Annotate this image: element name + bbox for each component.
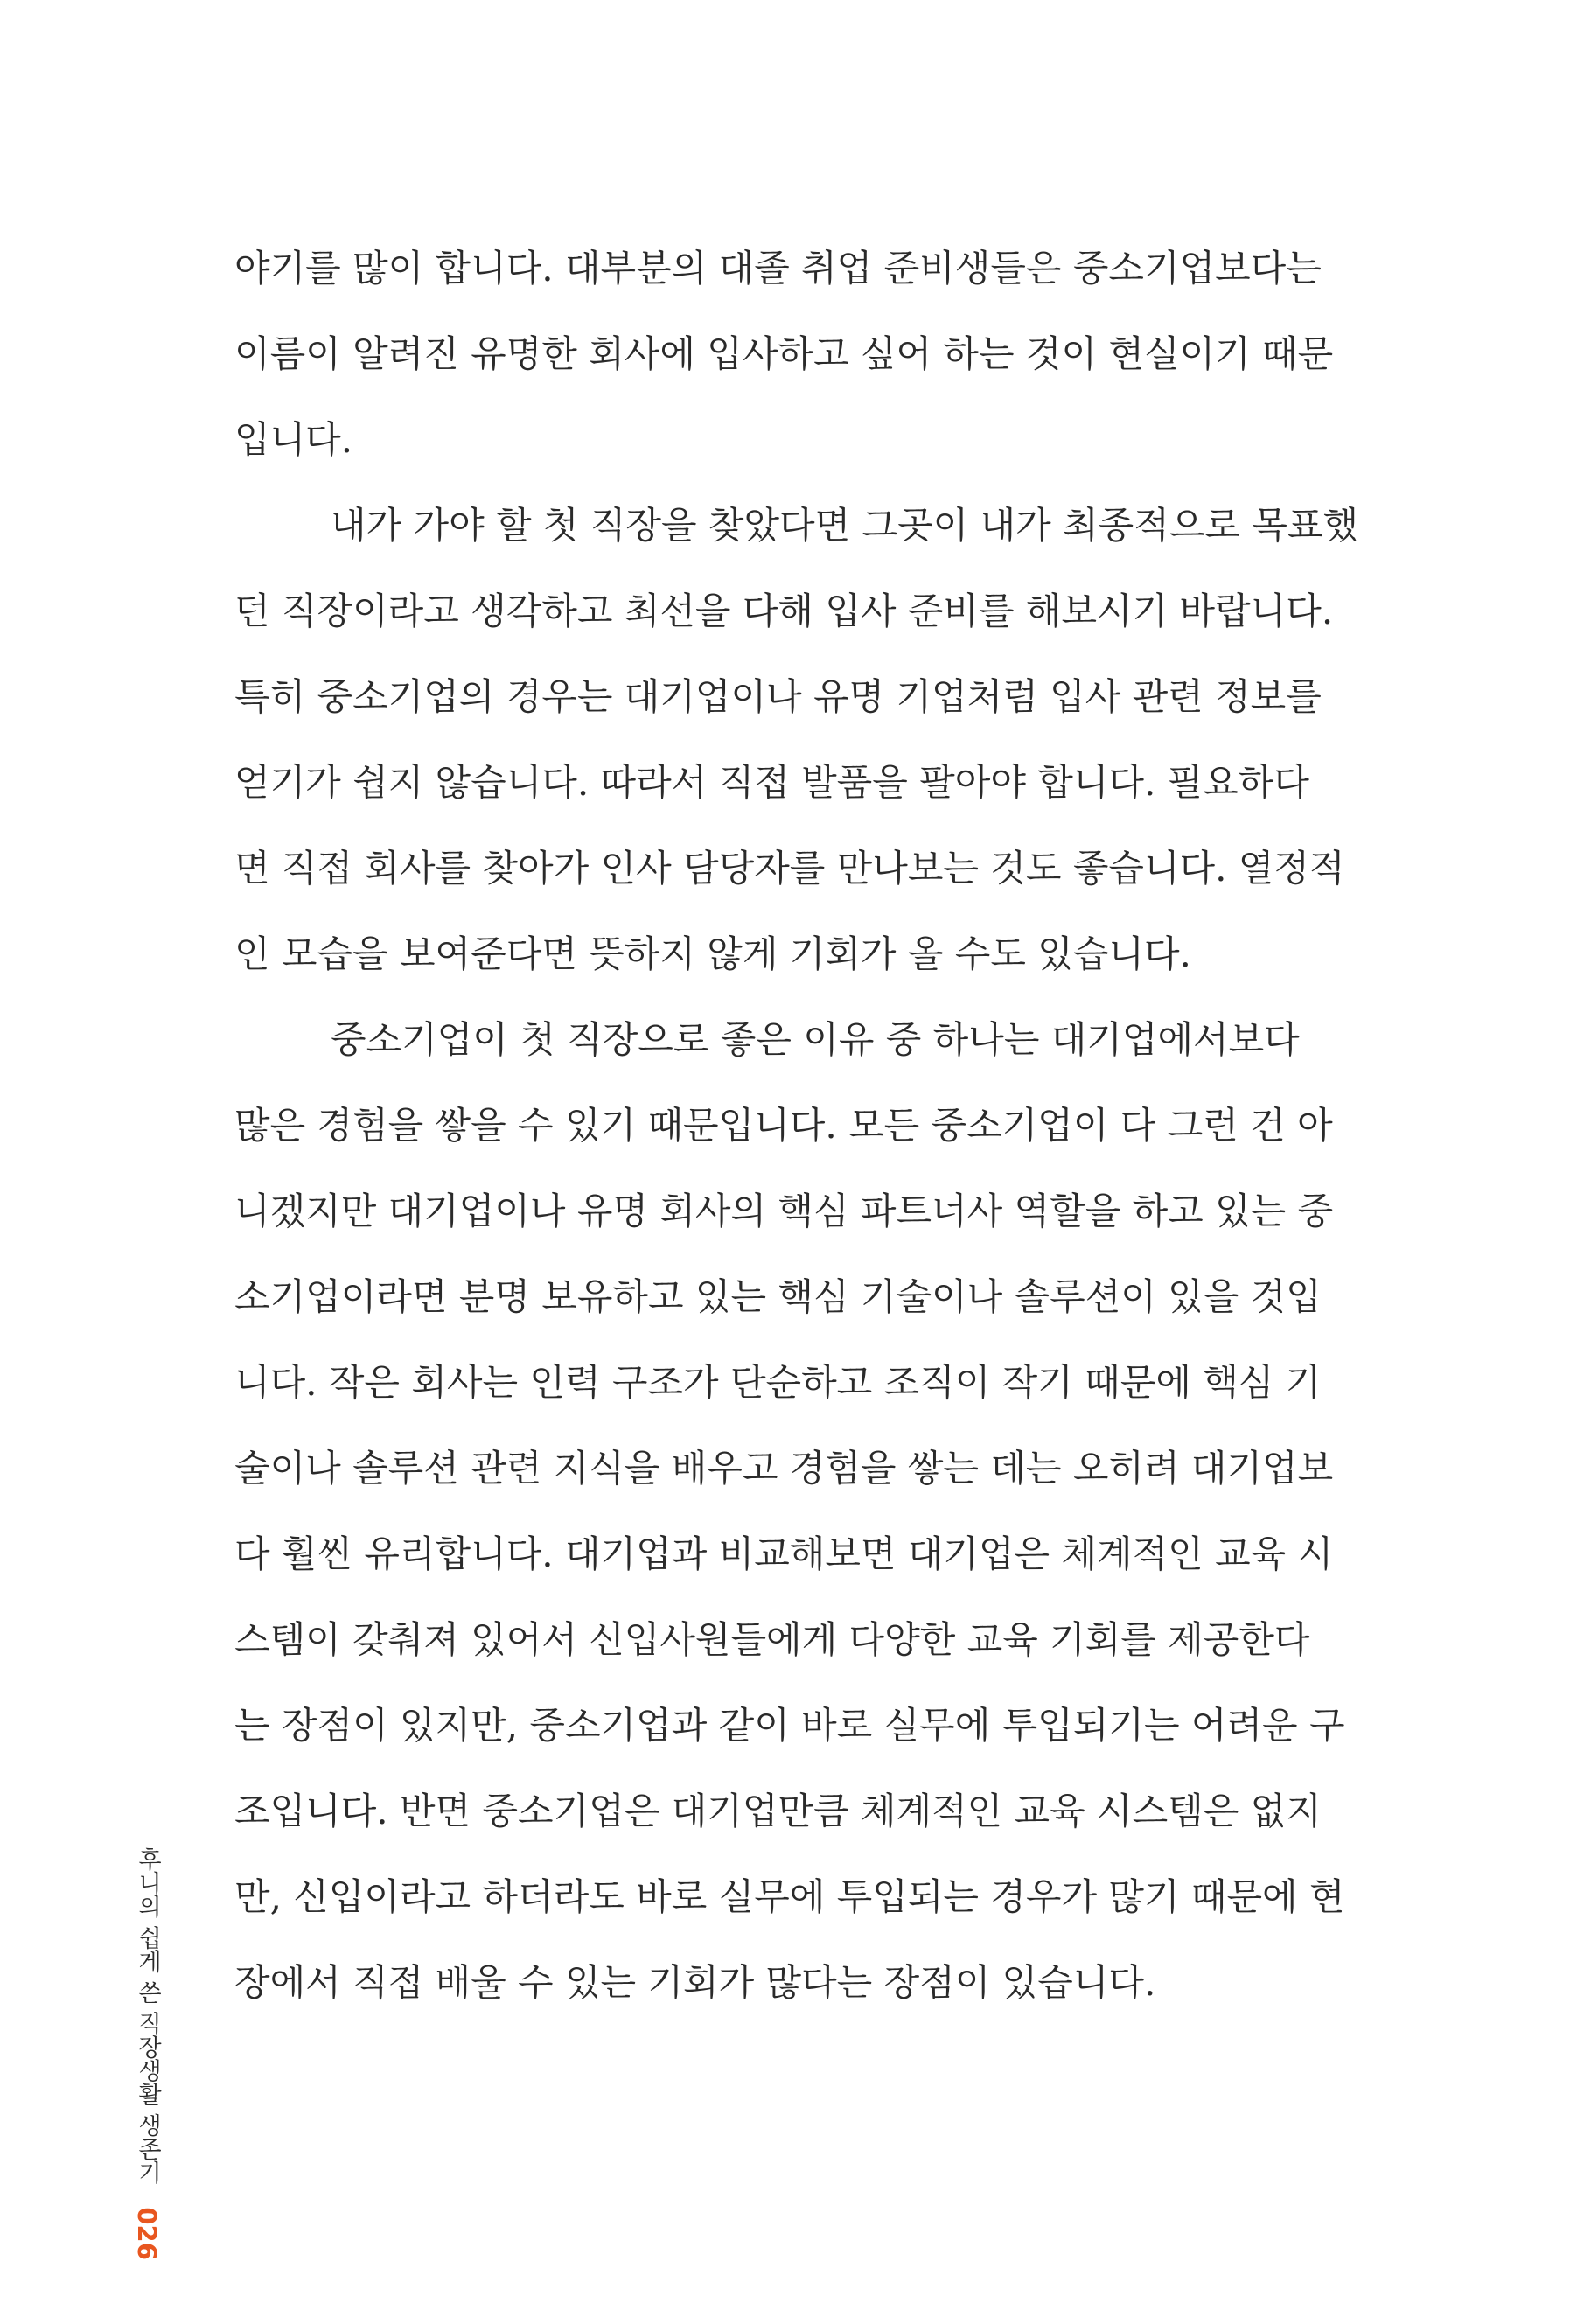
text-line: 이름이 알려진 유명한 회사에 입사하고 싶어 하는 것이 현실이기 때문 [234,332,1334,375]
text-line: 니겠지만 대기업이나 유명 회사의 핵심 파트너사 역할을 하고 있는 중 [234,1190,1334,1232]
text-line: 입니다. [234,418,353,461]
text-line: 만, 신입이라고 하더라도 바로 실무에 투입되는 경우가 많기 때문에 현 [234,1875,1345,1918]
text-line: 스템이 갖춰져 있어서 신입사원들에게 다양한 교육 기회를 제공한다 [234,1618,1310,1661]
text-line: 면 직접 회사를 찾아가 인사 담당자를 만나보는 것도 좋습니다. 열정적 [234,847,1345,890]
text-line: 는 장점이 있지만, 중소기업과 같이 바로 실무에 투입되기는 어려운 구 [234,1704,1345,1747]
text-line: 많은 경험을 쌓을 수 있기 때문입니다. 모든 중소기업이 다 그런 건 아 [234,1104,1333,1147]
running-footer [112,1847,164,2260]
text-line: 소기업이라면 분명 보유하고 있는 핵심 기술이나 솔루션이 있을 것입 [234,1275,1322,1318]
paragraph-first-line: 내가 가야 할 첫 직장을 찾았다면 그곳이 내가 최종적으로 목표했 [331,504,1359,547]
paragraph-first-line: 중소기업이 첫 직장으로 좋은 이유 중 하나는 대기업에서보다 [331,1018,1300,1061]
text-line: 장에서 직접 배울 수 있는 기회가 많다는 장점이 있습니다. [234,1961,1156,2004]
text-line: 니다. 작은 회사는 인력 구조가 단순하고 조직이 작기 때문에 핵심 기 [234,1361,1322,1404]
text-line: 특히 중소기업의 경우는 대기업이나 유명 기업처럼 입사 관련 정보를 [234,675,1322,718]
text-line: 조입니다. 반면 중소기업은 대기업만큼 체계적인 교육 시스템은 없지 [234,1790,1322,1832]
text-line: 야기를 많이 합니다. 대부분의 대졸 취업 준비생들은 중소기업보다는 [234,247,1322,290]
book-title: 후니의 쉽게 쓴 직장생활 생존기 [134,1847,161,2185]
text-line: 술이나 솔루션 관련 지식을 배우고 경험을 쌓는 데는 오히려 대기업보 [234,1447,1334,1490]
page-number: 026 [132,2207,162,2260]
body-text [234,226,1359,2026]
text-line: 얻기가 쉽지 않습니다. 따라서 직접 발품을 팔아야 합니다. 필요하다 [234,761,1309,804]
text-line: 다 훨씬 유리합니다. 대기업과 비교해보면 대기업은 체계적인 교육 시 [234,1532,1334,1575]
text-line: 인 모습을 보여준다면 뜻하지 않게 기회가 올 수도 있습니다. [234,932,1191,975]
text-line: 던 직장이라고 생각하고 최선을 다해 입사 준비를 해보시기 바랍니다. [234,590,1334,632]
